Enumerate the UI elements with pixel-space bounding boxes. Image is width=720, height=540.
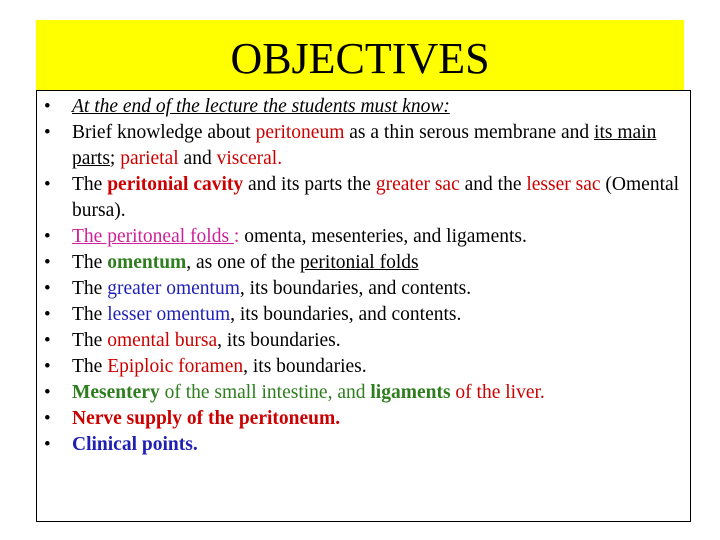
item-text: The (72, 252, 108, 273)
list-item (44, 224, 689, 250)
list-item (44, 432, 689, 458)
term-visceral: visceral. (216, 148, 283, 169)
list-item (44, 120, 689, 172)
item-text: ; (109, 148, 121, 169)
bullet-marker: • (44, 408, 51, 429)
item-text: and the (459, 174, 527, 195)
bullet-marker: • (44, 278, 51, 299)
term-greater-omentum: greater omentum (107, 278, 240, 299)
item-text: , its boundaries, and contents. (239, 278, 472, 299)
list-item (44, 380, 689, 406)
bullet-marker: • (44, 252, 51, 273)
term-lesser-sac: lesser sac (526, 174, 601, 195)
term-peritoneal-folds: The peritoneal folds (72, 226, 234, 247)
item-text: Brief knowledge about (72, 122, 256, 143)
item-text: , as one of the (186, 252, 300, 273)
item-text: omenta, mesenteries, and ligaments. (239, 226, 527, 247)
term-lesser-omentum: lesser omentum (107, 304, 231, 325)
item-text: The (72, 174, 108, 195)
term-omentum: omentum (107, 252, 187, 273)
bullet-marker: • (44, 434, 51, 455)
term-omental-bursa: omental bursa (107, 330, 218, 351)
item-text: of the small intestine, and (159, 382, 371, 403)
term-peritoneum: peritoneum (255, 122, 345, 143)
term-nerve-supply: Nerve supply of the peritoneum. (72, 408, 341, 429)
item-text: The (72, 356, 108, 377)
bullet-marker: • (44, 226, 51, 247)
item-text: (Omental bursa). (72, 174, 680, 221)
title-banner (36, 20, 684, 90)
slide-title: OBJECTIVES (230, 34, 490, 83)
bullet-marker: • (44, 330, 51, 351)
item-text: as a thin serous membrane and (344, 122, 595, 143)
item-text: and (178, 148, 217, 169)
item-colon: : (233, 226, 240, 247)
item-text: of the liver. (450, 382, 545, 403)
term-peritonial-cavity: peritonial cavity (107, 174, 244, 195)
list-item (44, 276, 689, 302)
term-main-parts: its main parts (72, 122, 657, 169)
item-text: , its boundaries, and contents. (230, 304, 462, 325)
list-item (44, 172, 689, 224)
bullet-marker: • (44, 304, 51, 325)
bullet-marker: • (44, 174, 51, 195)
term-mesentery: Mesentery (72, 382, 160, 403)
list-item (44, 354, 689, 380)
list-item (44, 250, 689, 276)
bullet-marker: • (44, 122, 51, 143)
intro-text: At the end of the lecture the students must know: (72, 96, 450, 117)
item-text: , its boundaries. (243, 356, 367, 377)
term-clinical-points: Clinical points. (72, 434, 198, 455)
list-item (44, 94, 689, 120)
term-epiploic-foramen: Epiploic foramen (107, 356, 244, 377)
item-text: The (72, 304, 108, 325)
item-text: , its boundaries. (217, 330, 341, 351)
term-parietal: parietal (120, 148, 179, 169)
bullet-marker: • (44, 96, 51, 117)
term-peritonial-folds: peritonial folds (300, 252, 419, 273)
objectives-list (44, 94, 689, 458)
list-item (44, 406, 689, 432)
term-greater-sac: greater sac (375, 174, 460, 195)
bullet-marker: • (44, 382, 51, 403)
term-ligaments: ligaments (370, 382, 451, 403)
list-item (44, 328, 689, 354)
item-text: and its parts the (243, 174, 376, 195)
item-text: The (72, 330, 108, 351)
item-text: The (72, 278, 108, 299)
bullet-marker: • (44, 356, 51, 377)
list-item (44, 302, 689, 328)
